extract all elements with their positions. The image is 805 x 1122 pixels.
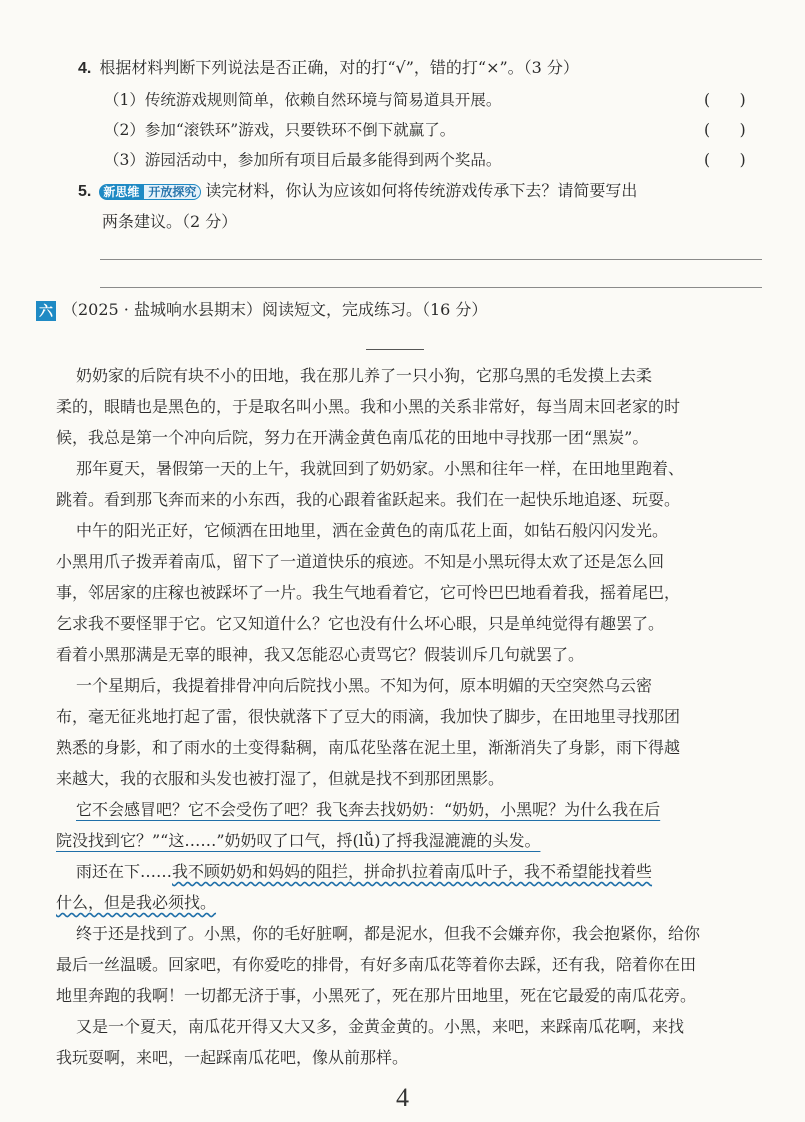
answer-line-1[interactable] — [100, 259, 762, 260]
q4-item-3: （3）游园活动中，参加所有项目后最多能得到两个奖品。 — [104, 151, 502, 169]
paragraph-3 — [56, 515, 766, 670]
page-number: 4 — [396, 1083, 409, 1112]
line: 地里奔跑的我啊！一切都无济于事，小黑死了，死在那片田地里，死在它最爱的南瓜花旁。 — [56, 986, 697, 1005]
paragraph-8 — [56, 1011, 766, 1073]
answer-line-2[interactable] — [100, 287, 762, 288]
line: 跳着。看到那飞奔而来的小东西，我的心跟着雀跃起来。我们在一起快乐地追逐、玩耍。 — [56, 490, 681, 509]
line: 柔的，眼睛也是黑色的，于是取名叫小黑。我和小黑的关系非常好，每当周末回老家的时 — [56, 397, 681, 416]
question-5-line2: 两条建议。（2 分） — [102, 212, 238, 231]
question-number: 5. — [78, 183, 92, 200]
q4-item-2: （2）参加“滚铁环”游戏，只要铁环不倒下就赢了。 — [104, 121, 456, 139]
line: 最后一丝温暖。回家吧，有你爱吃的排骨，有好多南瓜花等着你去踩，还有我，陪着你在田 — [56, 955, 697, 974]
line: 我玩耍啊，来吧，一起踩南瓜花吧，像从前那样。 — [56, 1048, 409, 1067]
question-number: 4. — [78, 60, 92, 77]
question-4 — [78, 57, 579, 80]
section-header — [36, 299, 487, 321]
answer-blank-1[interactable]: ( ) — [704, 91, 746, 109]
wavy-underlined-text: 什么，但是我必须找。 — [56, 893, 217, 912]
wavy-underlined-text: 我不顾奶奶和妈妈的阻拦，拼命扒拉着南瓜叶子，我不希望能找着些 — [172, 862, 653, 881]
badge-right: 开放探究 — [143, 184, 201, 200]
line: 看着小黑那满是无辜的眼神，我又怎能忍心责骂它？假装训斥几句就罢了。 — [56, 645, 585, 664]
paragraph-1 — [56, 360, 766, 453]
paragraph-2 — [56, 453, 766, 515]
line: 候，我总是第一个冲向后院，努力在开满金黄色南瓜花的田地中寻找那一团“黑炭”。 — [56, 428, 649, 447]
title-placeholder-line — [366, 349, 424, 350]
line: 熟悉的身影，和了雨水的土变得黏稠，南瓜花坠落在泥土里，渐渐消失了身影，雨下得越 — [56, 738, 681, 757]
q4-item-1: （1）传统游戏规则简单，依赖自然环境与简易道具开展。 — [104, 91, 502, 109]
line: 那年夏天，暑假第一天的上午，我就回到了奶奶家。小黑和往年一样，在田地里跑着、 — [76, 459, 685, 478]
answer-blank-3[interactable]: ( ) — [704, 151, 746, 169]
line: 中午的阳光正好，它倾洒在田地里，洒在金黄色的南瓜花上面，如钻石般闪闪发光。 — [76, 521, 669, 540]
section-mark: 六 — [36, 301, 56, 321]
line: 事，邻居家的庄稼也被踩坏了一片。我生气地看着它，它可怜巴巴地看着我，摇着尾巴， — [56, 583, 681, 602]
line: 小黑用爪子拨弄着南瓜，留下了一道道快乐的痕迹。不知是小黑玩得太欢了还是怎么回 — [56, 552, 665, 571]
question-text: 读完材料，你认为应该如何将传统游戏传承下去？请简要写出 — [205, 181, 638, 200]
question-5 — [78, 180, 637, 203]
paragraph-7 — [56, 918, 766, 1011]
answer-blank-2[interactable]: ( ) — [704, 121, 746, 139]
underlined-line: 它不会感冒吧？它不会受伤了吧？我飞奔去找奶奶：“奶奶，小黑呢？为什么我在后 — [76, 800, 661, 819]
line: 来越大，我的衣服和头发也被打湿了，但就是找不到那团黑影。 — [56, 769, 505, 788]
question-text: 根据材料判断下列说法是否正确，对的打“√”，错的打“×”。（3 分） — [99, 58, 579, 77]
line: 一个星期后，我提着排骨冲向后院找小黑。不知为何，原本明媚的天空突然乌云密 — [76, 676, 653, 695]
line-start: 雨还在下…… — [76, 862, 173, 881]
line: 乞求我不要怪罪于它。它又知道什么？它也没有什么坏心眼，只是单纯觉得有趣罢了。 — [56, 614, 665, 633]
line: 奶奶家的后院有块不小的田地，我在那儿养了一只小狗，它那乌黑的毛发摸上去柔 — [76, 366, 653, 385]
line: 又是一个夏天，南瓜花开得又大又多，金黄金黄的。小黑，来吧，来踩南瓜花啊，来找 — [76, 1017, 685, 1036]
badge-left: 新思维 — [99, 184, 143, 200]
line: 布，毫无征兆地打起了雷，很快就落下了豆大的雨滴，我加快了脚步，在田地里寻找那团 — [56, 707, 681, 726]
underlined-line: 院没找到它？”“这……”奶奶叹了口气，捋(lǚ)了捋我湿漉漉的头发。 — [56, 831, 541, 850]
new-thinking-badge — [99, 183, 201, 201]
section-title: （2025 · 盐城响水县期末）阅读短文，完成练习。（16 分） — [62, 300, 488, 319]
line: 终于还是找到了。小黑，你的毛好脏啊，都是泥水，但我不会嫌弃你，我会抱紧你，给你 — [76, 924, 701, 943]
paragraph-5 — [56, 794, 766, 856]
paragraph-6 — [56, 856, 766, 918]
paragraph-4 — [56, 670, 766, 794]
